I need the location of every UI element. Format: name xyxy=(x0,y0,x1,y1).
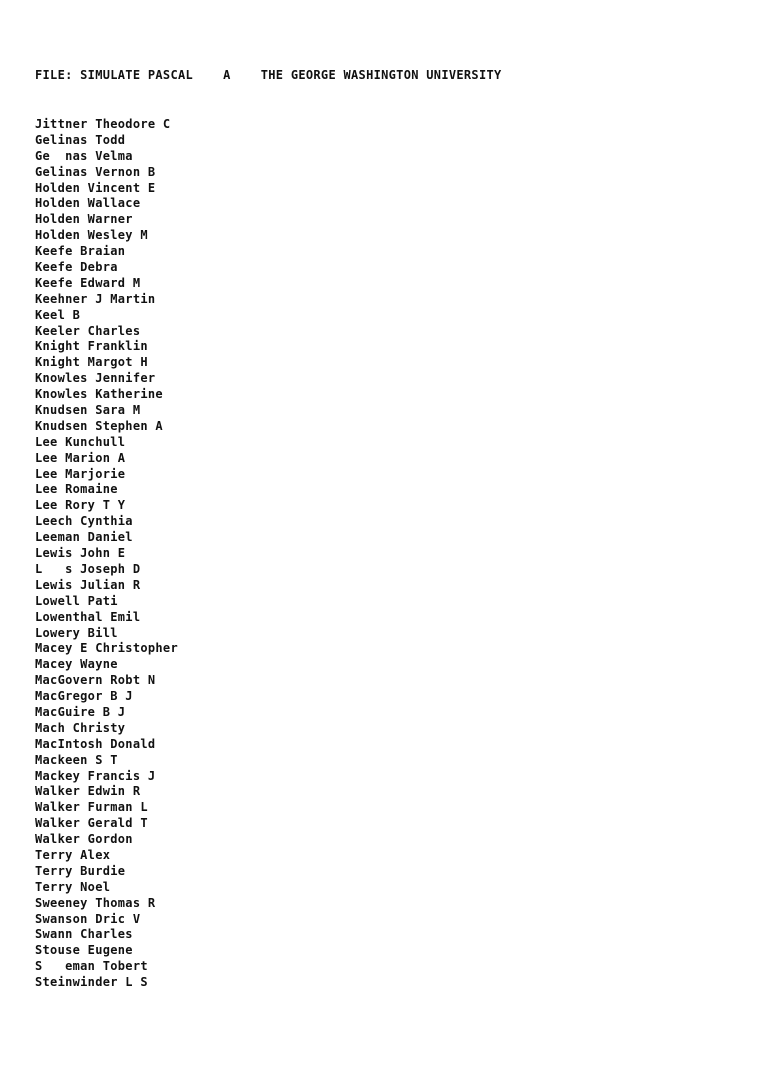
name-entry: Walker Edwin R xyxy=(35,784,141,799)
name-entry: Lowell Pati xyxy=(35,593,118,608)
name-entry: Walker Gordon xyxy=(35,832,133,847)
name-entry: Knowles Katherine xyxy=(35,387,163,402)
name-entry: Knudsen Stephen A xyxy=(35,418,163,433)
name-entry: Gelinas Vernon B xyxy=(35,164,156,179)
name-entry: Terry Alex xyxy=(35,847,111,862)
name-entry: Knight Margot H xyxy=(35,355,148,370)
name-entry: Holden Wesley M xyxy=(35,228,148,243)
name-entry: Macey E Christopher xyxy=(35,641,178,656)
name-entry: Leech Cynthia xyxy=(35,514,133,529)
name-entry: Walker Gerald T xyxy=(35,816,148,831)
name-entry: Mach Christy xyxy=(35,720,126,735)
name-entry: S eman Tobert xyxy=(35,959,148,974)
name-entry: Jittner Theodore C xyxy=(35,117,171,131)
name-entry: Holden Wallace xyxy=(35,196,141,211)
name-entry: Ge nas Velma xyxy=(35,148,133,163)
name-entry: Keehner J Martin xyxy=(35,291,156,306)
name-entry: Steinwinder L S xyxy=(35,975,148,990)
name-entry: MacGuire B J xyxy=(35,704,126,719)
name-entry: Lee Romaine xyxy=(35,482,118,497)
name-entry: MacIntosh Donald xyxy=(35,736,156,751)
name-entry: Keefe Debra xyxy=(35,260,118,275)
name-entry: Swanson Dric V xyxy=(35,911,141,926)
name-list xyxy=(35,117,178,991)
name-entry: Knudsen Sara M xyxy=(35,403,141,418)
name-entry: Lee Marjorie xyxy=(35,466,126,481)
name-entry: Gelinas Todd xyxy=(35,132,126,147)
name-entry: Macey Wayne xyxy=(35,657,118,672)
name-entry: Lewis Julian R xyxy=(35,577,141,592)
name-entry: Holden Vincent E xyxy=(35,180,156,195)
name-entry: Lee Kunchull xyxy=(35,434,126,449)
name-entry: Swann Charles xyxy=(35,927,133,942)
name-entry: Keel B xyxy=(35,307,81,322)
name-entry: Walker Furman L xyxy=(35,800,148,815)
name-entry: Keefe Braian xyxy=(35,244,126,259)
name-entry: L s Joseph D xyxy=(35,561,141,576)
name-entry: Mackey Francis J xyxy=(35,768,156,783)
name-entry: Lee Marion A xyxy=(35,450,126,465)
name-entry: Mackeen S T xyxy=(35,752,118,767)
name-entry: Leeman Daniel xyxy=(35,530,133,545)
name-entry: Holden Warner xyxy=(35,212,133,227)
file-header: FILE: SIMULATE PASCAL A THE GEORGE WASHINGTON UNIVERSITY xyxy=(35,68,502,82)
name-entry: Stouse Eugene xyxy=(35,943,133,958)
name-entry: Terry Noel xyxy=(35,879,111,894)
name-entry: Lee Rory T Y xyxy=(35,498,126,513)
name-entry: MacGovern Robt N xyxy=(35,673,156,688)
name-entry: Lowenthal Emil xyxy=(35,609,141,624)
name-entry: MacGregor B J xyxy=(35,689,133,704)
name-entry: Knight Franklin xyxy=(35,339,148,354)
name-entry: Sweeney Thomas R xyxy=(35,895,156,910)
name-entry: Lowery Bill xyxy=(35,625,118,640)
name-entry: Keeler Charles xyxy=(35,323,141,338)
name-entry: Knowles Jennifer xyxy=(35,371,156,386)
name-entry: Lewis John E xyxy=(35,546,126,561)
name-entry: Terry Burdie xyxy=(35,863,126,878)
name-entry: Keefe Edward M xyxy=(35,275,141,290)
